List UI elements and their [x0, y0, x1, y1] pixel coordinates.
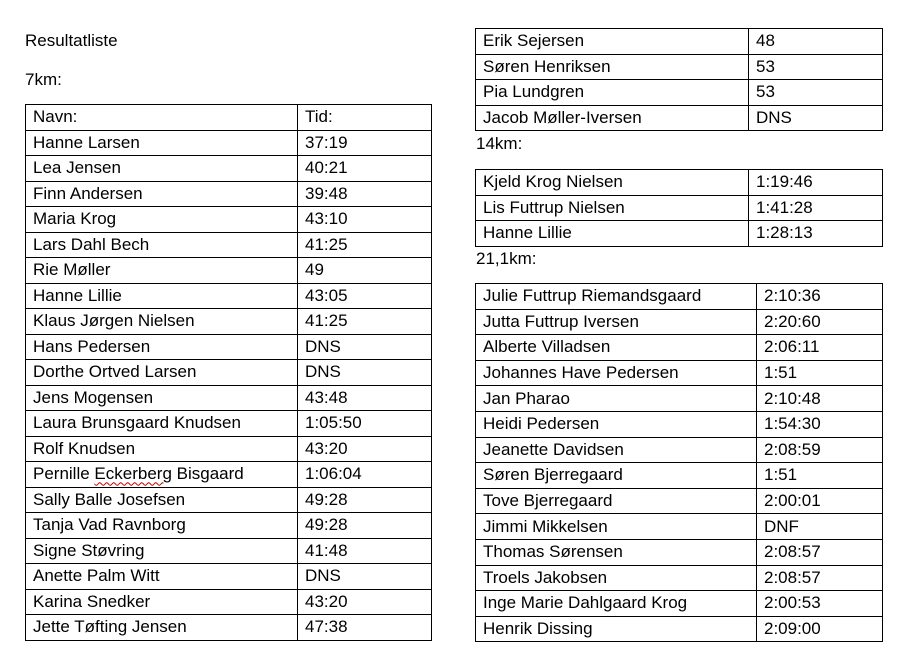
- result-time: 41:25: [298, 309, 432, 335]
- results-table-14km: [475, 169, 883, 247]
- result-time: 1:51: [757, 360, 883, 386]
- runner-name: Dorthe Ortved Larsen: [26, 360, 298, 386]
- result-time: 41:25: [298, 232, 432, 258]
- table-row: [476, 105, 883, 131]
- runner-name: Hans Pedersen: [26, 334, 298, 360]
- table-row: [476, 437, 883, 463]
- runner-name: Laura Brunsgaard Knudsen: [26, 411, 298, 437]
- table-row: [26, 207, 432, 233]
- runner-name: Alberte Villadsen: [476, 335, 757, 361]
- runner-name: Erik Sejersen: [476, 29, 749, 55]
- table-row: [26, 283, 432, 309]
- table-row: [476, 411, 883, 437]
- table-row: [476, 195, 883, 221]
- runner-name: Pia Lundgren: [476, 80, 749, 106]
- result-time: 48: [749, 29, 883, 55]
- result-time: 49: [298, 258, 432, 284]
- runner-name: Johannes Have Pedersen: [476, 360, 757, 386]
- table-row: [476, 514, 883, 540]
- result-time: 1:19:46: [749, 170, 883, 196]
- table-row: [476, 463, 883, 489]
- runner-name: Rie Møller: [26, 258, 298, 284]
- runner-name: Tove Bjerregaard: [476, 488, 757, 514]
- result-time: 53: [749, 54, 883, 80]
- table-row: [476, 488, 883, 514]
- result-time: DNS: [298, 360, 432, 386]
- runner-name: Jutta Futtrup Iversen: [476, 309, 757, 335]
- table-row: [476, 335, 883, 361]
- runner-name: Lis Futtrup Nielsen: [476, 195, 749, 221]
- result-time: 1:05:50: [298, 411, 432, 437]
- table-row: [476, 221, 883, 247]
- page-title: Resultatliste: [25, 31, 118, 50]
- runner-name: Julie Futtrup Riemandsgaard: [476, 284, 757, 310]
- runner-name: Søren Bjerregaard: [476, 463, 757, 489]
- table-row: [26, 258, 432, 284]
- result-time: DNS: [298, 334, 432, 360]
- table-row: [476, 170, 883, 196]
- table-row: [26, 513, 432, 539]
- table-row: [26, 156, 432, 182]
- runner-name: Jens Mogensen: [26, 385, 298, 411]
- section-heading-21km: 21,1km:: [476, 249, 537, 268]
- runner-name: Jan Pharao: [476, 386, 757, 412]
- runner-name: Maria Krog: [26, 207, 298, 233]
- result-time: DNS: [749, 105, 883, 131]
- result-time: 1:54:30: [757, 411, 883, 437]
- table-row: [26, 615, 432, 641]
- runner-name: Troels Jakobsen: [476, 565, 757, 591]
- runner-name: Tanja Vad Ravnborg: [26, 513, 298, 539]
- result-time: 1:41:28: [749, 195, 883, 221]
- table-row: [26, 462, 432, 488]
- table-row: [476, 360, 883, 386]
- table-row: [26, 589, 432, 615]
- result-time: 2:08:57: [757, 565, 883, 591]
- table-row: [26, 411, 432, 437]
- result-time: 2:08:57: [757, 539, 883, 565]
- result-time: 1:51: [757, 463, 883, 489]
- table-row: [476, 565, 883, 591]
- result-time: 37:19: [298, 130, 432, 156]
- runner-name: Heidi Pedersen: [476, 411, 757, 437]
- column-header-name: Navn:: [26, 105, 298, 131]
- result-time: 1:06:04: [298, 462, 432, 488]
- table-row: [476, 309, 883, 335]
- table-row: [26, 487, 432, 513]
- result-time: DNS: [298, 564, 432, 590]
- result-time: 47:38: [298, 615, 432, 641]
- runner-name: Rolf Knudsen: [26, 436, 298, 462]
- table-row: [26, 564, 432, 590]
- results-table-7km-part1: [25, 104, 432, 641]
- runner-name: Karina Snedker: [26, 589, 298, 615]
- runner-name: Søren Henriksen: [476, 54, 749, 80]
- runner-name: Jeanette Davidsen: [476, 437, 757, 463]
- runner-name: Hanne Lillie: [476, 221, 749, 247]
- results-table-7km-part2: [475, 28, 883, 131]
- runner-name: Henrik Dissing: [476, 616, 757, 642]
- runner-name: Hanne Lillie: [26, 283, 298, 309]
- result-time: 40:21: [298, 156, 432, 182]
- table-row: [26, 181, 432, 207]
- table-row: [476, 80, 883, 106]
- table-header-row: [26, 105, 432, 131]
- result-time: 39:48: [298, 181, 432, 207]
- runner-name: Thomas Sørensen: [476, 539, 757, 565]
- table-row: [476, 284, 883, 310]
- table-row: [476, 54, 883, 80]
- result-time: 43:10: [298, 207, 432, 233]
- runner-name: Lea Jensen: [26, 156, 298, 182]
- runner-name: Lars Dahl Bech: [26, 232, 298, 258]
- result-time: 49:28: [298, 513, 432, 539]
- table-row: [476, 386, 883, 412]
- table-row: [26, 232, 432, 258]
- section-heading-7km: 7km:: [25, 70, 62, 89]
- result-time: 2:10:48: [757, 386, 883, 412]
- result-time: 43:20: [298, 589, 432, 615]
- result-time: 49:28: [298, 487, 432, 513]
- runner-name: Sally Balle Josefsen: [26, 487, 298, 513]
- table-row: [476, 616, 883, 642]
- result-time: 53: [749, 80, 883, 106]
- result-time: 43:48: [298, 385, 432, 411]
- table-row: [26, 334, 432, 360]
- table-row: [26, 385, 432, 411]
- result-time: 2:20:60: [757, 309, 883, 335]
- runner-name: Pernille Eckerberg Bisgaard: [26, 462, 298, 488]
- result-time: 2:06:11: [757, 335, 883, 361]
- result-time: 43:05: [298, 283, 432, 309]
- runner-name: Signe Støvring: [26, 538, 298, 564]
- result-time: 2:00:53: [757, 591, 883, 617]
- runner-name: Jette Tøfting Jensen: [26, 615, 298, 641]
- table-row: [476, 591, 883, 617]
- table-row: [476, 539, 883, 565]
- runner-name: Hanne Larsen: [26, 130, 298, 156]
- table-row: [26, 436, 432, 462]
- runner-name: Inge Marie Dahlgaard Krog: [476, 591, 757, 617]
- table-row: [26, 130, 432, 156]
- section-heading-14km: 14km:: [476, 134, 523, 153]
- results-table-21km: [475, 283, 883, 642]
- result-time: 2:10:36: [757, 284, 883, 310]
- result-time: 1:28:13: [749, 221, 883, 247]
- column-header-time: Tid:: [298, 105, 432, 131]
- table-row: [476, 29, 883, 55]
- runner-name: Kjeld Krog Nielsen: [476, 170, 749, 196]
- table-row: [26, 538, 432, 564]
- runner-name: Jimmi Mikkelsen: [476, 514, 757, 540]
- runner-name: Klaus Jørgen Nielsen: [26, 309, 298, 335]
- result-time: 2:00:01: [757, 488, 883, 514]
- runner-name: Anette Palm Witt: [26, 564, 298, 590]
- result-time: 43:20: [298, 436, 432, 462]
- runner-name: Jacob Møller-Iversen: [476, 105, 749, 131]
- result-time: 2:09:00: [757, 616, 883, 642]
- result-time: 41:48: [298, 538, 432, 564]
- table-row: [26, 360, 432, 386]
- runner-name: Finn Andersen: [26, 181, 298, 207]
- table-row: [26, 309, 432, 335]
- result-time: DNF: [757, 514, 883, 540]
- result-time: 2:08:59: [757, 437, 883, 463]
